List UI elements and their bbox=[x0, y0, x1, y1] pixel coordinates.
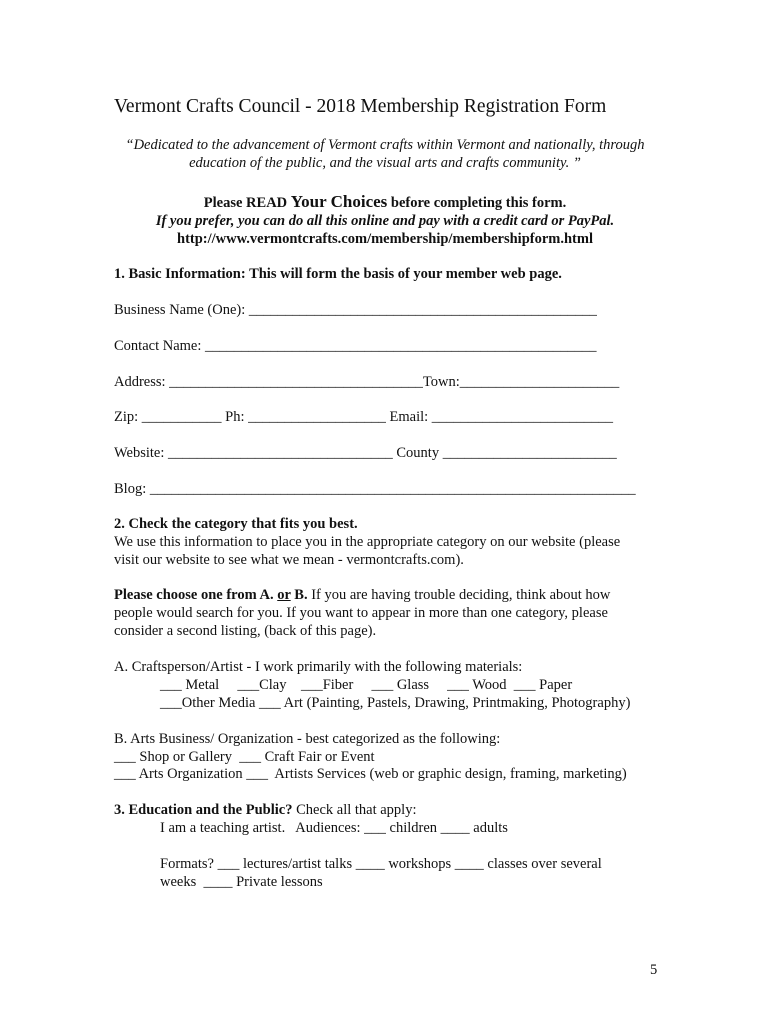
choose-rest: If you are having trouble deciding, think about how bbox=[307, 587, 611, 603]
address-town-field[interactable]: Address: ___________________________________Town:______________________ bbox=[114, 374, 620, 390]
choose-a: Please choose one from A. bbox=[114, 587, 278, 603]
motto-line-1: “Dedicated to the advancement of Vermont crafts within Vermont and nationally, through bbox=[125, 137, 645, 153]
business-name-field[interactable]: Business Name (One): ________________________________________________ bbox=[114, 302, 597, 318]
category-b-heading: B. Arts Business/ Organization - best categorized as the following: bbox=[114, 731, 501, 747]
page-number: 5 bbox=[650, 962, 658, 978]
category-b-options-2[interactable]: ___ Arts Organization ___ Artists Services (web or graphic design, framing, marketing) bbox=[114, 766, 627, 782]
read-choices-line bbox=[0, 192, 770, 212]
formats-line-1[interactable]: Formats? ___ lectures/artist talks ____ workshops ____ classes over several bbox=[160, 856, 602, 872]
formats-line-2[interactable]: weeks ____ Private lessons bbox=[160, 874, 323, 890]
zip-phone-email-field[interactable]: Zip: ___________ Ph: ___________________ Email: _________________________ bbox=[114, 409, 614, 425]
category-a-materials-1[interactable]: ___ Metal ___Clay ___Fiber ___ Glass ___ Wood ___ Paper bbox=[160, 677, 573, 693]
membership-url[interactable]: http://www.vermontcrafts.com/membership/membershipform.html bbox=[177, 231, 593, 247]
category-b-options-1[interactable]: ___ Shop or Gallery ___ Craft Fair or Event bbox=[114, 749, 375, 765]
choose-or: or bbox=[277, 587, 291, 603]
section-3-heading bbox=[114, 801, 417, 819]
category-a-materials-2[interactable]: ___Other Media ___ Art (Painting, Pastels, Drawing, Printmaking, Photography) bbox=[160, 695, 631, 711]
read-emphasis: Your Choices bbox=[290, 192, 388, 211]
section-2-desc-1: We use this information to place you in the appropriate category on our website (please bbox=[114, 534, 621, 550]
choose-b: B. bbox=[290, 587, 308, 603]
section-3-title: 3. Education and the Public? bbox=[114, 802, 293, 818]
section-2-heading: 2. Check the category that fits you best. bbox=[114, 516, 358, 532]
section-3-instruction: Check all that apply: bbox=[292, 802, 417, 818]
blog-field[interactable]: Blog: ___________________________________________________________________ bbox=[114, 481, 636, 497]
motto-line-2: education of the public, and the visual arts and crafts community. ” bbox=[189, 155, 581, 171]
read-prefix: Please READ bbox=[203, 195, 291, 211]
category-a-heading: A. Craftsperson/Artist - I work primarily with the following materials: bbox=[114, 659, 523, 675]
website-county-field[interactable]: Website: _______________________________ County ________________________ bbox=[114, 445, 617, 461]
teaching-audiences-line[interactable]: I am a teaching artist. Audiences: ___ children ____ adults bbox=[160, 820, 508, 836]
section-2-desc-2: visit our website to see what we mean - vermontcrafts.com). bbox=[114, 552, 464, 568]
contact-name-field[interactable]: Contact Name: ______________________________________________________ bbox=[114, 338, 597, 354]
choose-instruction-2: people would search for you. If you want to appear in more than one category, please bbox=[114, 605, 608, 621]
section-1-heading: 1. Basic Information: This will form the basis of your member web page. bbox=[114, 266, 562, 282]
read-suffix: before completing this form. bbox=[387, 195, 567, 211]
choose-instruction-3: consider a second listing, (back of this page). bbox=[114, 623, 377, 639]
online-note: If you prefer, you can do all this online and pay with a credit card or PayPal. bbox=[155, 213, 615, 229]
choose-instruction-1 bbox=[114, 586, 610, 604]
form-title: Vermont Crafts Council - 2018 Membership Registration Form bbox=[114, 96, 607, 117]
